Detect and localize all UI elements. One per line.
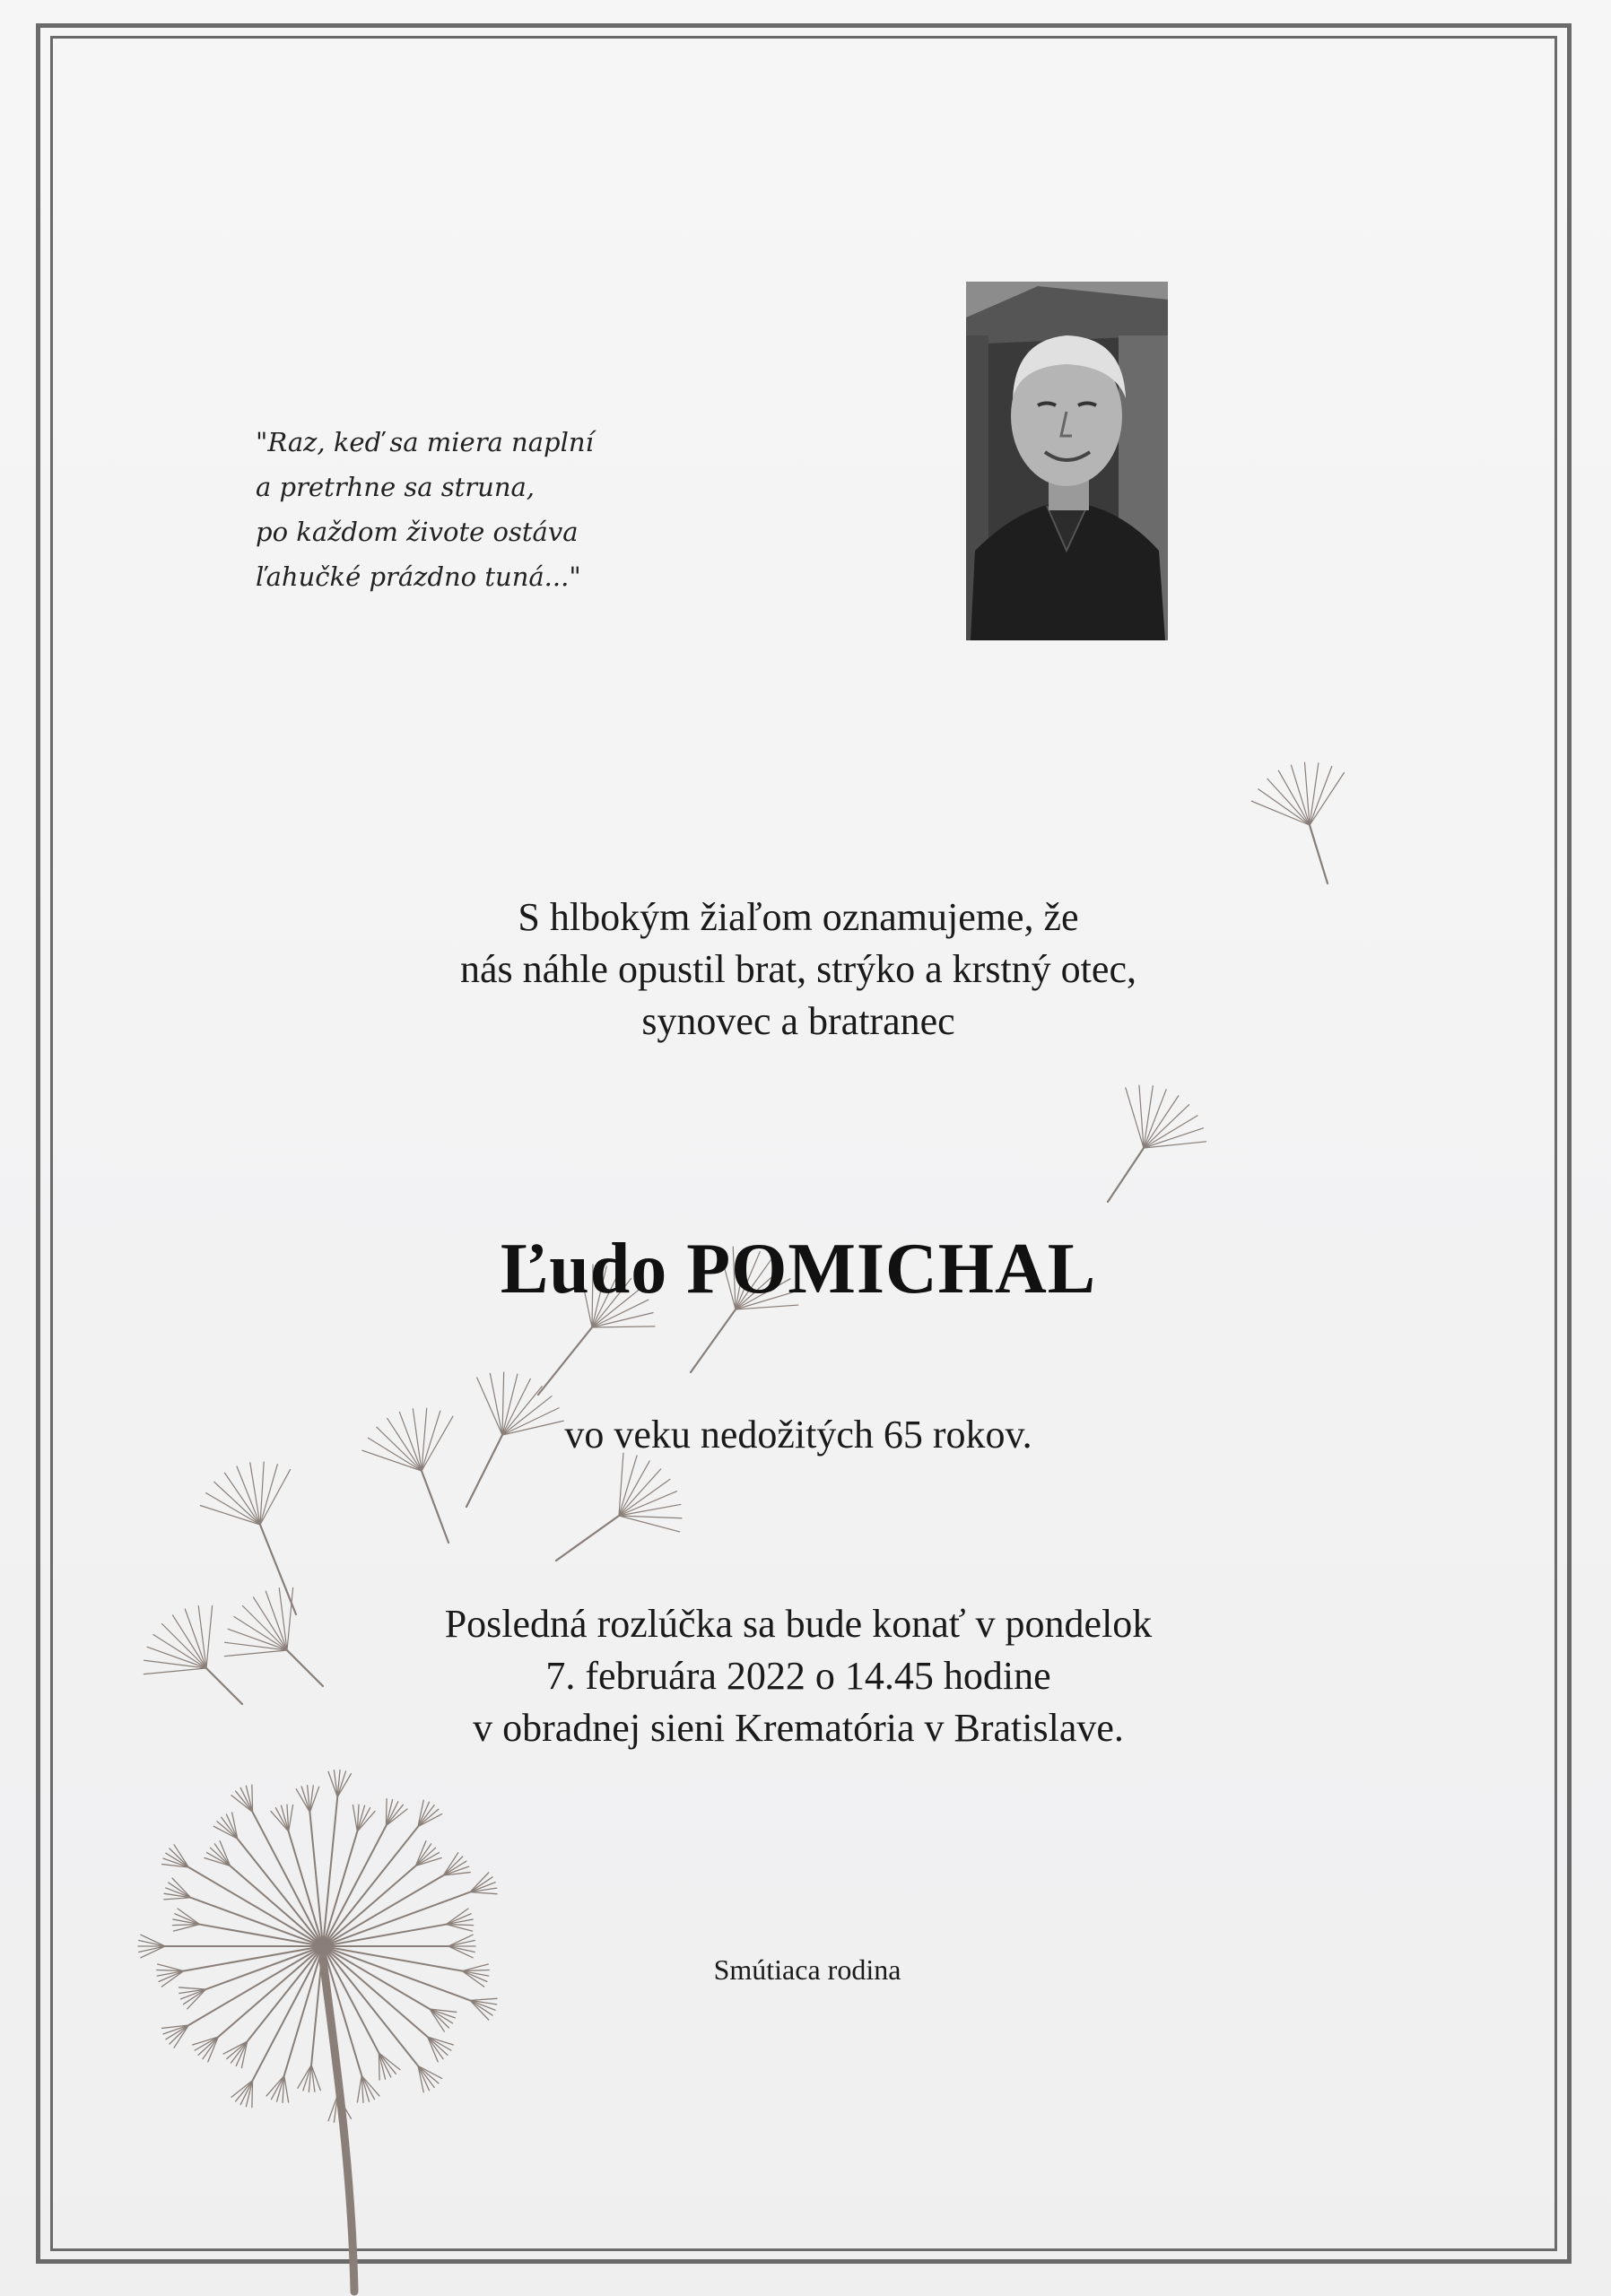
ceremony-line: Posledná rozlúčka sa bude konať v pondelok [444,1602,1153,1646]
deceased-name: Ľudo POMICHAL [500,1230,1097,1309]
memorial-quote [256,420,632,599]
age-line: vo veku nedožitých 65 rokov. [564,1413,1032,1457]
quote-line: ľahučké prázdno tuná..." [256,561,581,592]
ceremony-details [269,1598,1328,1754]
quote-line: "Raz, keď sa miera naplní [256,427,594,457]
announcement-line: nás náhle opustil brat, strýko a krstný otec, [460,947,1136,991]
signature: Smútiaca rodina [713,1953,901,1986]
quote-line: po každom živote ostáva [256,517,579,547]
announcement-text [269,891,1328,1048]
announcement-line: S hlbokým žiaľom oznamujeme, že [518,895,1079,939]
inner-border [50,36,1557,2251]
ceremony-line: 7. februára 2022 o 14.45 hodine [545,1654,1051,1698]
announcement-line: synovec a bratranec [641,999,955,1043]
portrait-photo [966,282,1168,640]
quote-line: a pretrhne sa struna, [256,472,535,502]
ceremony-line: v obradnej sieni Krematória v Bratislave. [473,1706,1124,1750]
